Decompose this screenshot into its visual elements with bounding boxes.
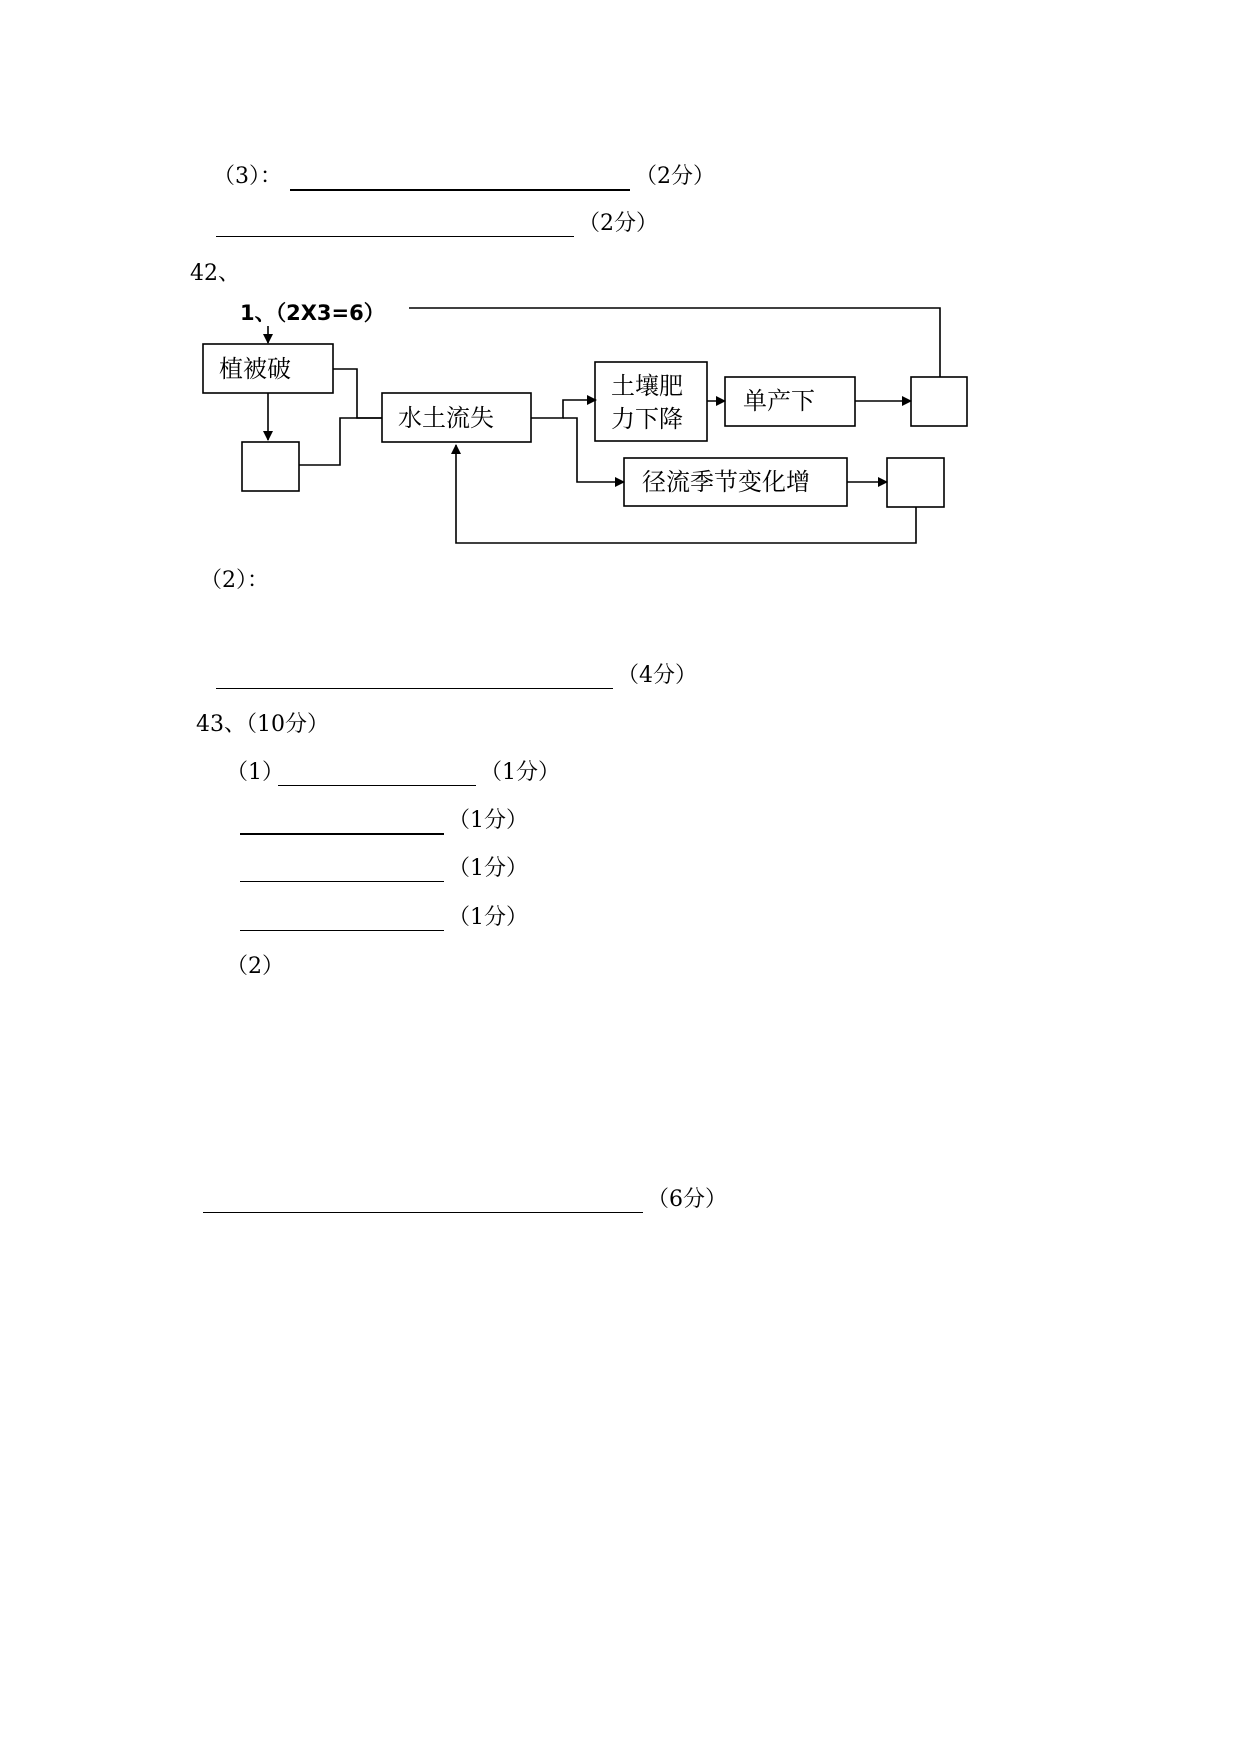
connector-erosion-branch-top	[531, 400, 596, 418]
box-vegetation-label: 植被破	[219, 355, 291, 383]
box-blank-right	[911, 377, 967, 426]
q43-part2-score: （6分）	[647, 1187, 727, 1212]
q43-answer-blank-1[interactable]	[278, 785, 476, 786]
q43-answer-blank-3[interactable]	[240, 881, 444, 882]
box-runoff-label: 径流季节变化增	[642, 468, 810, 496]
feedback-connector-top	[409, 308, 940, 377]
q43-score-4: （1分）	[448, 905, 528, 930]
q43-score-2: （1分）	[448, 808, 528, 833]
q43-answer-blank-5[interactable]	[203, 1212, 643, 1213]
q42-answer-blank[interactable]	[216, 688, 613, 689]
q43-score-1: （1分）	[480, 760, 560, 785]
connector-blank-to-erosion	[299, 418, 382, 465]
q43-answer-blank-4[interactable]	[240, 930, 444, 931]
connector-vegetation-to-erosion	[333, 369, 382, 418]
box-yield-label: 单产下	[743, 387, 815, 415]
q42-number: 42、	[190, 261, 240, 286]
q43-number: 43、（10分）	[196, 712, 329, 737]
box-fertility-label-1: 土壤肥	[611, 372, 683, 400]
q42-part2-score: （4分）	[617, 663, 697, 688]
box-soil-erosion-label: 水土流失	[398, 404, 494, 432]
q43-part1-label: （1）	[226, 760, 284, 785]
q42-sub1-label: 1、（2X3=6）	[240, 301, 385, 325]
q43-score-3: （1分）	[448, 856, 528, 881]
box-blank-bottom	[887, 458, 944, 507]
q41-part3-label: （3）：	[213, 164, 282, 189]
box-fertility-label-2: 力下降	[611, 405, 683, 433]
q42-part2-label: （2）：	[200, 568, 269, 593]
q43-answer-blank-2[interactable]	[240, 833, 444, 835]
q43-part2-label: （2）	[226, 954, 284, 979]
box-blank-left	[242, 442, 299, 491]
q41-score-2: （2分）	[578, 211, 658, 236]
q41-score-1: （2分）	[635, 164, 715, 189]
cause-effect-flowchart	[0, 0, 1241, 600]
